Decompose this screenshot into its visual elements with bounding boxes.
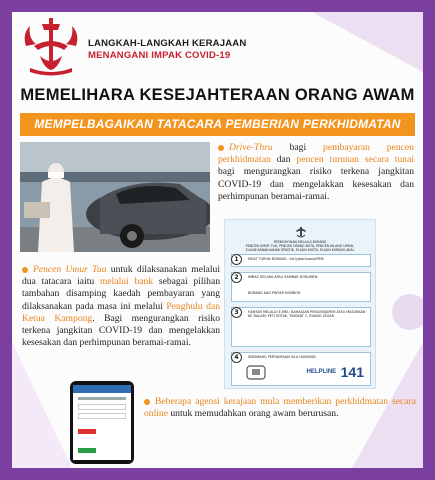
helpline: HELPLINE 141	[306, 363, 364, 380]
bullet-icon	[218, 145, 224, 151]
bullet-icon	[22, 267, 28, 273]
drive-thru-photo	[20, 142, 210, 252]
phone-icon	[246, 363, 266, 381]
crest-icon	[20, 16, 82, 78]
bullet-icon	[144, 399, 150, 405]
poster-step-4: 4 SEBARANG PERTANYAAN SILA HUBUNGI: HELPLINE 141	[231, 352, 371, 386]
phone-screenshot	[70, 381, 134, 464]
poster-header: PERMOHONAN MELALUI BORANG PENCEN UMUR TUA, PENCEN ORANG BUTA, PENCEN HILANG UPAYA, ELAUN KANAK-KANAK SPASTIK, ELAUN KUSTA, ELAUN KURANG AKAL	[245, 240, 355, 252]
paragraph-old-age-pension: Pencen Umur Tua untuk dilaksanakan melalui dua tatacara iaitu melalui bank sebagai pilihan tambahan disamping kaedah pembayaran yang dilaksanakan pada masa ini melalui Penghulu dan Ketua Kampong. Bagi mengurangkan risiko terkena jangkitan COVID-19 dan mengelakkan kesesakan dan perhimpunan beramai-ramai.	[22, 264, 221, 349]
infographic	[12, 12, 423, 468]
header	[12, 12, 423, 80]
poster-step-3: 3 HANTAR MELALUI E-MEL: BAHAGIAN PENCEN/JAPEM ATAU MASUKKAN KE DALAM: PETI KOTAK, TINGKAT 1, RUANG LEGAR	[231, 307, 371, 347]
subheading-text: MEMPELBAGAIKAN TATACARA PEMBERIAN PERKHIDMATAN	[34, 117, 401, 131]
header-subtitle: MENANGANI IMPAK COVID-19	[88, 50, 231, 61]
subheading-banner	[20, 113, 415, 136]
poster-step-1: 1 MUAT TURUN BORANG : bit.ly/bantuanJAPEM	[231, 254, 371, 267]
poster-step-2: 2 IMBAS SECARA ATAU SAMBAR DOKUMEN: BORANG KAD PINTAR NOMBOR	[231, 272, 371, 302]
paragraph-online-services: Beberapa agensi kerajaan mula memberikan perkhidmatan secara online untuk memudahkan orang awam berurusan.	[144, 396, 416, 420]
pension-poster	[224, 219, 376, 389]
main-heading: MEMELIHARA KESEJAHTERAAN ORANG AWAM	[20, 86, 415, 104]
poster-crest-icon	[293, 223, 309, 239]
paragraph-drive-thru: Drive-Thru bagi pembayaran pencen perkhidmatan dan pencen turunan secara tunai bagi mengurangkan risiko terkena jangkitan COVID-19 dan mengelakkan kesesakan dan perhimpunan beramai-ramai.	[218, 142, 414, 202]
header-title: LANGKAH-LANGKAH KERAJAAN	[88, 38, 247, 49]
